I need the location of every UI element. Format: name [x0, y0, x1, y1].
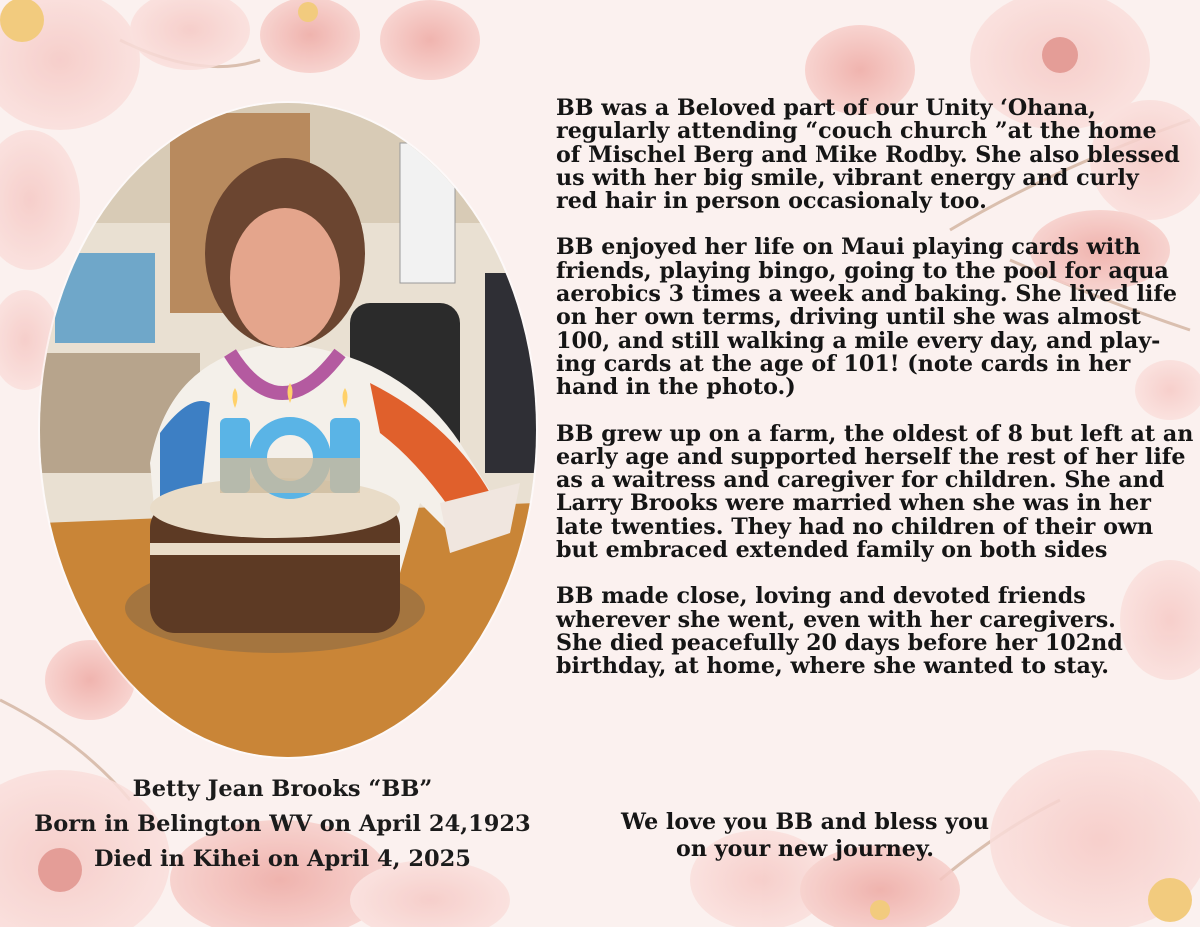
story-line: 100, and still walking a mile every day, and play- — [556, 327, 1161, 354]
portrait-photo — [40, 103, 536, 757]
story-line: BB made close, loving and devoted friends — [556, 583, 1086, 610]
story-text — [556, 95, 1194, 702]
closing-block — [560, 809, 1050, 863]
story-line: Larry Brooks were married when she was in her — [556, 490, 1151, 517]
story-line: wherever she went, even with her caregivers. — [556, 606, 1116, 633]
caption-block — [20, 772, 545, 877]
birthday-photo-icon — [40, 103, 536, 757]
story-line: friends, playing bingo, going to the pool for aqua — [556, 257, 1169, 284]
story-line: early age and supported herself the rest of her life — [556, 443, 1186, 470]
story-line: regularly attending “couch church ”at the home — [556, 118, 1157, 145]
story-line: on her own terms, driving until she was almost — [556, 304, 1141, 331]
story-paragraph — [556, 585, 1186, 678]
caption-died: Died in Kihei on April 4, 2025 — [94, 846, 471, 872]
story-line: ing cards at the age of 101! (note cards in her — [556, 350, 1131, 377]
caption-born: Born in Belington WV on April 24,1923 — [34, 811, 531, 837]
story-line: BB was a Beloved part of our Unity ‘Ohana, — [556, 95, 1096, 121]
closing-line-2: on your new journey. — [676, 836, 934, 862]
story-line: birthday, at home, where she wanted to stay. — [556, 653, 1109, 680]
story-line: red hair in person occasionaly too. — [556, 188, 987, 215]
story-line: us with her big smile, vibrant energy and curly — [556, 164, 1139, 191]
story-paragraph — [556, 97, 1186, 213]
story-line: She died peacefully 20 days before her 102nd — [556, 629, 1123, 656]
caption-name: Betty Jean Brooks “BB” — [132, 776, 433, 802]
story-line: late twenties. They had no children of their own — [556, 513, 1154, 540]
closing-line-1: We love you BB and bless you — [620, 809, 990, 835]
story-line: as a waitress and caregiver for children. She and — [556, 467, 1165, 494]
story-line: of Mischel Berg and Mike Rodby. She also blessed — [556, 141, 1180, 168]
story-line: but embraced extended family on both sides — [556, 537, 1108, 564]
story-line: BB grew up on a farm, the oldest of 8 but left at an — [556, 420, 1194, 447]
story-paragraph — [556, 236, 1186, 399]
story-line: hand in the photo.) — [556, 374, 796, 401]
story-line: BB enjoyed her life on Maui playing cards with — [556, 234, 1141, 261]
story-paragraph — [556, 420, 1194, 564]
story-line: aerobics 3 times a week and baking. She lived life — [556, 281, 1177, 308]
